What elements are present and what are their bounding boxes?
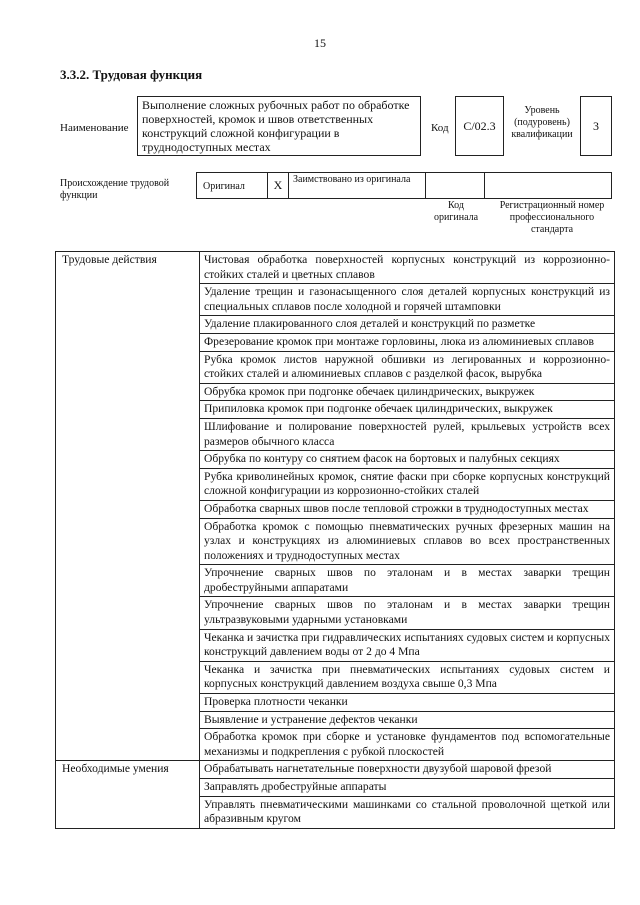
table-cell: Обработка кромок при сборке и установке фундаментов под вспомогательные механизмы и подкрепления с рубкой плоскостей xyxy=(200,729,615,761)
original-label: Оригинал xyxy=(197,173,268,198)
original-mark: X xyxy=(268,173,289,198)
table-cell: Обрубка по контуру со снятием фасок на бортовых и палубных секциях xyxy=(200,451,615,469)
name-label: Наименование xyxy=(60,122,129,134)
code-label: Код xyxy=(431,122,449,134)
qualification-level-box: 3 xyxy=(580,96,612,156)
section-heading: Необходимые умения xyxy=(56,761,200,828)
table-cell: Выявление и устранение дефектов чеканки xyxy=(200,711,615,729)
table-cell: Обработка кромок с помощью пневматических ручных фрезерных машин на узлах и конструкциях из алюминиевых сплавов во всех пространственных положениях и труднодоступных местах xyxy=(200,518,615,565)
table-row xyxy=(56,761,615,779)
registration-number-caption: Регистрационный номер профессионального стандарта xyxy=(499,200,605,235)
table-cell: Упрочнение сварных швов по эталонам и в местах заварки трещин ультразвуковыми ударными установками xyxy=(200,597,615,629)
table-cell: Рубка криволинейных кромок, снятие фаски при сборке корпусных конструкций сложной конфигурации из коррозионно-стойких сталей xyxy=(200,468,615,500)
table-cell: Проверка плотности чеканки xyxy=(200,694,615,712)
original-code-cell xyxy=(426,173,485,198)
origin-table xyxy=(196,172,612,199)
function-name-box: Выполнение сложных рубочных работ по обработке поверхностей, кромок и швов ответственных конструкций сложной конфигурации в труднодоступных местах xyxy=(137,96,421,156)
table-cell: Обрубка кромок при подгонке обечаек цилиндрических, выкружек xyxy=(200,383,615,401)
table-cell: Обрабатывать нагнетательные поверхности двузубой шаровой фрезой xyxy=(200,761,615,779)
table-cell: Чистовая обработка поверхностей корпусных конструкций из коррозионно-стойких сталей и цветных сплавов xyxy=(200,252,615,284)
registration-number-cell xyxy=(485,173,611,198)
table-cell: Заправлять дробеструйные аппараты xyxy=(200,779,615,797)
origin-label: Происхождение трудовой функции xyxy=(60,178,170,201)
borrowed-label: Заимствовано из оригинала xyxy=(289,173,426,198)
table-cell: Чеканка и зачистка при пневматических испытаниях судовых систем и корпусных конструкций давлением воздуха свыше 0,3 Мпа xyxy=(200,661,615,693)
table-cell: Чеканка и зачистка при гидравлических испытаниях судовых систем и корпусных конструкций давлением воды от 2 до 4 Мпа xyxy=(200,629,615,661)
table-cell: Управлять пневматическими машинками со стальной проволочной щеткой или абразивным кругом xyxy=(200,796,615,828)
function-code-box: С/02.3 xyxy=(455,96,504,156)
original-code-caption: Код оригинала xyxy=(433,200,479,223)
table-cell: Удаление плакированного слоя деталей и конструкций по разметке xyxy=(200,316,615,334)
table-cell: Шлифование и полирование поверхностей рулей, крыльевых устройств всех размеров обычного класса xyxy=(200,418,615,450)
section-title: 3.3.2. Трудовая функция xyxy=(60,67,203,82)
page-number: 15 xyxy=(314,36,326,50)
table-cell: Рубка кромок листов наружной обшивки из легированных и коррозионно-стойких сталей и алюминиевых сплавов с разделкой фасок, вырубка xyxy=(200,351,615,383)
table-cell: Упрочнение сварных швов по эталонам и в местах заварки трещин дробеструйными аппаратами xyxy=(200,565,615,597)
section-heading: Трудовые действия xyxy=(56,252,200,761)
qualification-level-label: Уровень (подуровень) квалификации xyxy=(511,105,573,140)
table-row xyxy=(56,252,615,284)
table-cell: Припиловка кромок при подгонке обечаек цилиндрических, выкружек xyxy=(200,401,615,419)
labor-function-table xyxy=(55,251,615,829)
table-cell: Фрезерование кромок при монтаже горловины, люка из алюминиевых сплавов xyxy=(200,333,615,351)
table-cell: Удаление трещин и газонасыщенного слоя деталей корпусных конструкций из специальных сплавов после холодной и горячей штамповки xyxy=(200,284,615,316)
table-cell: Обработка сварных швов после тепловой строжки в труднодоступных местах xyxy=(200,500,615,518)
